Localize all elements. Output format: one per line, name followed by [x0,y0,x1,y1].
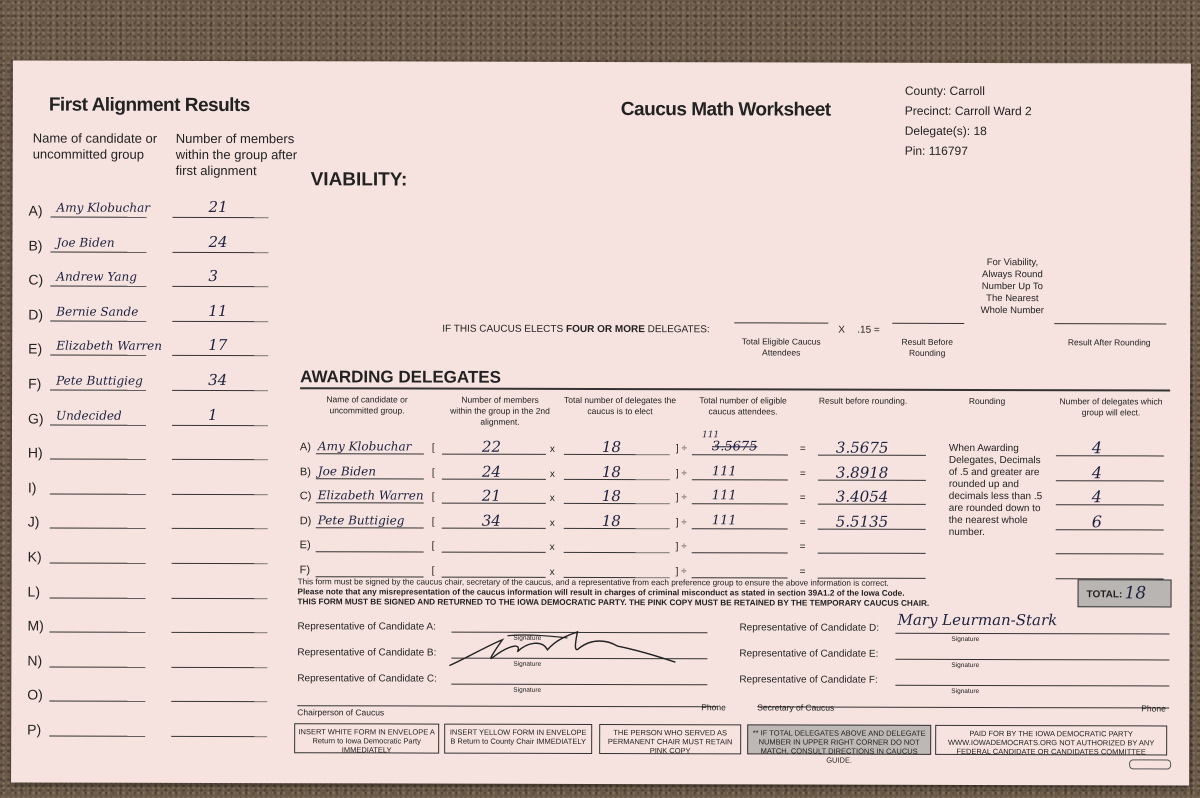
aw-row-result: 5.5135 [835,512,889,531]
aw-row-award: 6 [1091,511,1102,531]
viability-title: VIABILITY: [310,169,408,191]
secretary-phone-label: Phone [1141,703,1166,714]
aw-row-name: Joe Biden [317,463,377,478]
aw-row-letter: E) [299,539,311,552]
aw-row-delegates: 18 [601,487,621,506]
aw-row-award: 4 [1091,438,1103,458]
rep-b-sig-caption: Signature [513,660,542,668]
first-alignment-col2-header: Number of members within the group after first alignment [175,130,298,179]
aw-row-equals: = [799,517,806,529]
first-alignment-col1-header: Name of candidate or uncommitted group [32,130,158,162]
notice-return: THIS FORM MUST BE SIGNED AND RETURNED TO THE IOWA DEMOCRATIC PARTY. THE PINK COPY MUST BE RETAINED BY THE TEMPORARY CAUCUS CHAIR. [297,597,930,608]
fa-row-name-field[interactable] [50,563,146,564]
fa-row-name-field[interactable] [49,666,145,667]
aw-row-name: Pete Buttigieg [317,512,405,527]
fa-row-count-field[interactable] [171,701,267,702]
fa-row-count-field[interactable] [172,321,268,322]
fa-row-count-field[interactable] [171,667,267,668]
aw-header-rounding: Rounding [968,395,1006,407]
fa-row-letter: C) [28,271,44,288]
aw-row-award-field[interactable] [1056,480,1164,481]
rep-d-signature: Mary Leurman-Stark [897,610,1058,630]
aw-row-times: x [549,468,555,480]
aw-row-bracket: [ [431,491,435,503]
aw-row-result: 3.4054 [835,487,889,506]
fa-row-count-field[interactable] [172,563,268,564]
rep-a-sig-caption: Signature [513,634,542,642]
formula-suffix: DELEGATES: [644,324,710,336]
pin-label: Pin: 116797 [904,143,968,158]
viability-formula [442,324,709,336]
fa-row-name: Bernie Sande [56,304,139,319]
aw-row-result: 3.5675 [835,438,889,457]
aw-row-name-field[interactable] [316,478,424,479]
box-yellow-form: INSERT YELLOW FORM IN ENVELOPE B Return to County Chair IMMEDIATELY [444,724,592,754]
rep-e-label: Representative of Candidate E: [739,648,879,660]
notices [298,577,1058,609]
rounding-note: When Awarding Delegates, Decimals of .5 and greater are rounded up and decimals less than .5 are rounded down to the nearest whole number. [948,442,1043,539]
result-before-rounding-field[interactable] [892,323,964,324]
aw-row-times: x [549,517,555,529]
formula-bold: FOUR OR MORE [565,323,645,336]
fa-row-name-field[interactable] [50,493,146,494]
fa-row-letter: G) [27,410,44,427]
fa-row-name: Pete Buttigieg [56,373,143,388]
aw-row-letter: C) [299,490,312,503]
rep-d-sig-caption: Signature [951,635,980,643]
fa-row-name-field[interactable] [50,424,146,425]
fa-row-count-field[interactable] [173,217,269,218]
fa-row-name-field[interactable] [50,390,146,391]
aw-row-attendees-field[interactable] [692,528,788,529]
aw-row-name: Elizabeth Warren [317,488,424,503]
aw-header-name: Name of candidate or uncommitted group. [326,394,408,416]
fa-row-name-field[interactable] [50,459,146,460]
fa-row-count-field[interactable] [172,528,268,529]
aw-row-letter: B) [299,465,311,478]
fa-row-name-field[interactable] [49,736,145,737]
aw-row-delegates: 18 [601,438,622,457]
aw-row-letter: D) [299,514,312,527]
fa-row-letter: E) [28,340,43,357]
worksheet-title: Caucus Math Worksheet [620,99,831,121]
aw-row-bracket: [ [431,565,435,577]
aw-row-divide: ] ÷ [675,443,687,455]
fa-row-count: 1 [207,405,218,424]
aw-header-result: Result before rounding. [818,395,908,406]
aw-row-attendees-field[interactable] [692,454,788,455]
rep-f-sig-caption: Signature [951,687,980,695]
box-paid-for: PAID FOR BY THE IOWA DEMOCRATIC PARTY WWW.IOWADEMOCRATS.ORG NOT AUTHORIZED BY ANY FEDERAL CANDIDATE OR CANDIDATES COMMITTEE [935,725,1167,756]
aw-row-attendees-field[interactable] [692,503,788,504]
total-value: 18 [1124,583,1147,604]
cap-eligible: Total Eligible Caucus Attendees [741,336,821,358]
fa-row-name: Amy Klobuchar [56,200,151,215]
fa-row-letter: M) [27,617,44,634]
fa-row-count-field[interactable] [172,390,268,391]
fa-row-letter: I) [27,479,37,496]
notice-sign: This form must be signed by the caucus chair, secretary of the caucus, and a representative from each preference group to ensure the above information is correct. [297,577,889,588]
fa-row-count-field[interactable] [172,251,268,252]
aw-row-result: 3.8918 [835,463,889,482]
fa-row-name: Elizabeth Warren [56,338,163,354]
aw-row-letter: A) [299,441,311,454]
fa-row-count: 11 [208,301,228,320]
aw-row-equals: = [799,468,806,480]
awarding-rule [300,387,1170,391]
rep-d-signature-field[interactable] [895,633,1169,635]
county-label: County: Carroll [904,83,985,99]
fa-row-name-field[interactable] [50,251,146,252]
eligible-attendees-field[interactable] [734,322,828,323]
aw-row-divide: ] ÷ [675,492,687,504]
aw-row-bracket: [ [431,540,435,552]
fa-row-letter: D) [28,306,44,323]
aw-row-equals: = [799,541,806,553]
aw-row-name-field[interactable] [316,527,424,528]
rep-d-label: Representative of Candidate D: [739,622,880,634]
aw-row-result-field[interactable] [818,553,926,554]
aw-row-attendees-correction: 111 [701,430,720,441]
rep-e-signature-field[interactable] [895,659,1169,661]
aw-row-divide: ] ÷ [675,467,687,479]
aw-row-divide: ] ÷ [675,565,687,577]
fa-row-count: 21 [208,197,228,217]
aw-row-divide: ] ÷ [675,516,687,528]
fa-row-name: Undecided [56,408,122,423]
aw-row-attendees: 111 [711,512,737,528]
aw-row-delegates-field[interactable] [564,552,670,553]
aw-row-members: 34 [481,511,501,530]
fa-row-letter: O) [27,686,43,703]
fa-row-count: 17 [208,336,228,355]
aw-row-equals: = [799,443,806,455]
aw-header-delegates: Total number of delegates the caucus is to elect [564,394,677,417]
factor-label: .15 = [857,324,880,336]
aw-row-members: 24 [481,462,501,481]
aw-row-delegates: 18 [601,462,621,481]
aw-row-members: 21 [481,486,501,505]
aw-row-times: x [549,566,555,578]
aw-row-members-field[interactable] [442,552,546,553]
rep-c-signature-field[interactable] [451,684,707,686]
fa-row-letter: K) [27,548,42,565]
rep-b-handwritten-signature [447,628,677,673]
aw-header-members: Number of members within the group in the 2nd alignment. [450,394,550,427]
fa-row-name-field[interactable] [50,355,146,356]
aw-row-bracket: [ [431,516,435,528]
fa-row-count-field[interactable] [172,494,268,495]
fa-row-name-field[interactable] [49,701,145,702]
aw-row-attendees: 3.5675 [711,439,758,455]
rep-a-label: Representative of Candidate A: [297,621,436,633]
times-sign: X [838,324,845,336]
aw-row-divide: ] ÷ [675,541,687,553]
aw-row-times: x [549,541,555,553]
aw-header-award: Number of delegates which group will elect. [1059,396,1163,418]
fa-row-count-field[interactable] [172,286,268,287]
fa-row-count-field[interactable] [172,355,268,356]
secretary-label: Secretary of Caucus [757,702,835,713]
union-bug-icon [1129,759,1171,769]
fa-row-count: 34 [208,370,228,390]
aw-row-award-field[interactable] [1056,504,1164,505]
fa-row-count: 24 [208,232,228,251]
aw-row-name: Amy Klobuchar [317,439,412,454]
precinct-label: Precinct: Carroll Ward 2 [904,103,1032,119]
rep-f-signature-field[interactable] [895,685,1169,687]
aw-row-bracket: [ [431,467,435,479]
fa-row-letter: J) [27,513,40,530]
aw-row-attendees-field[interactable] [692,552,788,553]
aw-row-equals: = [799,566,806,578]
fa-row-name-field[interactable] [50,528,146,529]
aw-row-award-field[interactable] [1056,553,1164,554]
fa-row-letter: A) [28,202,43,219]
aw-row-equals: = [799,492,806,504]
aw-row-attendees: 111 [711,463,737,479]
fa-row-count-field[interactable] [171,632,267,633]
aw-row-attendees-field[interactable] [692,479,788,480]
aw-row-bracket: [ [431,442,435,454]
rep-e-sig-caption: Signature [951,661,980,669]
fa-row-name: Andrew Yang [56,269,137,284]
box-white-form: INSERT WHITE FORM IN ENVELOPE A Return to Iowa Democratic Party IMMEDIATELY [294,723,439,753]
fa-row-letter: B) [28,237,43,254]
aw-row-delegates: 18 [601,511,621,530]
caucus-worksheet-paper [11,60,1191,785]
fa-row-letter: H) [27,444,43,461]
fa-row-letter: N) [27,652,43,669]
fa-row-name-field[interactable] [51,217,147,218]
chair-phone-label: Phone [701,702,726,713]
first-alignment-title: First Alignment Results [48,94,250,117]
total-label: TOTAL: [1086,589,1123,601]
aw-row-times: x [549,443,555,455]
cap-before: Result Before Rounding [901,336,953,358]
fa-row-name: Joe Biden [56,235,115,250]
viability-note: For Viability, Always Round Number Up To The Nearest Whole Number [980,257,1044,317]
awarding-title: AWARDING DELEGATES [300,367,502,387]
fa-row-count: 3 [208,267,218,286]
fa-row-count-field[interactable] [172,459,268,460]
aw-row-attendees: 111 [711,488,737,504]
rep-b-label: Representative of Candidate B: [297,647,437,659]
fa-row-letter: P) [27,721,42,738]
fa-row-count-field[interactable] [172,424,268,425]
fa-row-name-field[interactable] [50,320,146,321]
fa-row-name-field[interactable] [50,286,146,287]
formula-prefix: IF THIS CAUCUS ELECTS [442,323,566,335]
fa-row-name-field[interactable] [49,632,145,633]
cap-after: Result After Rounding [1067,337,1151,348]
fa-row-name-field[interactable] [50,597,146,598]
chair-label: Chairperson of Caucus [297,707,385,718]
precinct-info [905,81,1032,161]
box-pink-copy: THE PERSON WHO SERVED AS PERMANENT CHAIR MUST RETAIN PINK COPY [599,724,741,754]
rep-c-sig-caption: Signature [513,686,542,694]
box-consult-guide: ** IF TOTAL DELEGATES ABOVE AND DELEGATE NUMBER IN UPPER RIGHT CORNER DO NOT MATCH, CONSULT DIRECTIONS IN CAUCUS GUIDE. [747,724,931,754]
rep-f-label: Representative of Candidate F: [739,674,878,686]
aw-row-award: 4 [1091,487,1103,507]
result-after-rounding-field[interactable] [1054,323,1166,324]
aw-row-award-field[interactable] [1056,529,1164,530]
fa-row-letter: L) [27,583,41,600]
fa-row-letter: F) [28,375,42,392]
rep-c-label: Representative of Candidate C: [297,673,437,685]
aw-header-attendees: Total number of eligible caucus attendees. [699,395,787,417]
total-box [1078,579,1172,607]
aw-row-members: 22 [481,437,502,456]
aw-row-times: x [549,492,555,504]
fa-row-count-field[interactable] [172,597,268,598]
fa-row-count-field[interactable] [171,736,267,737]
aw-row-award: 4 [1091,462,1103,482]
notice-misrepresentation: Please note that any misrepresentation of the caucus information will result in charges of criminal misconduct as stated in section 39A1.2 of the Iowa Code. [297,587,905,598]
aw-row-award-field[interactable] [1056,455,1164,456]
delegates-label: Delegate(s): 18 [904,123,987,139]
aw-row-letter: F) [299,563,311,576]
aw-row-name-field[interactable] [316,551,424,552]
